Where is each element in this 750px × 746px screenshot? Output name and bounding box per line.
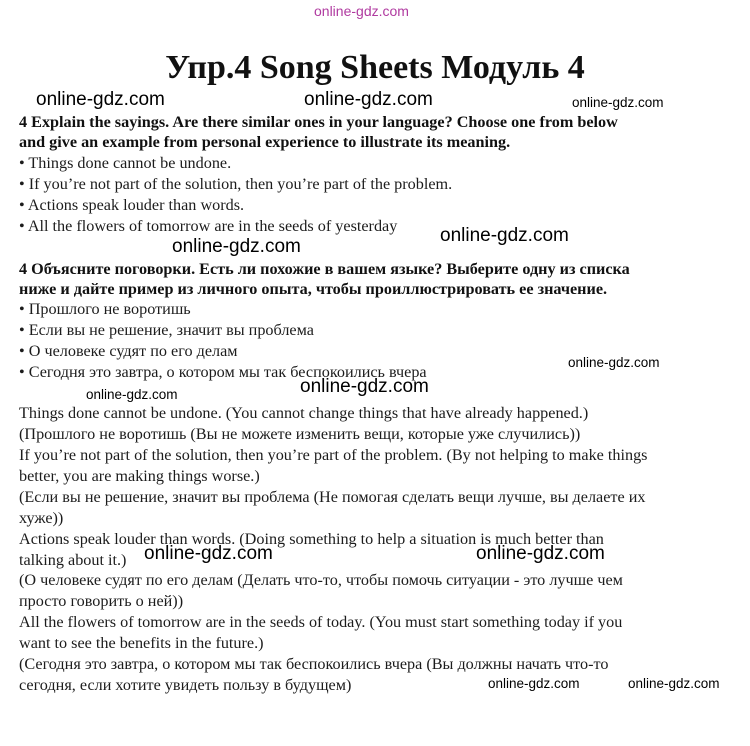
- page-title: Упр.4 Song Sheets Модуль 4: [165, 49, 585, 86]
- saying-item: • Things done cannot be undone.: [19, 154, 232, 172]
- watermark: online-gdz.com: [172, 236, 301, 257]
- task-heading-ru-line1: 4 Объясните поговорки. Есть ли похожие в вашем языке? Выберите одну из списка: [19, 260, 630, 278]
- watermark: online-gdz.com: [572, 95, 664, 110]
- answer-line: Actions speak louder than words. (Doing something to help a situation is much better than: [19, 530, 604, 548]
- answer-line: want to see the benefits in the future.): [19, 634, 264, 652]
- answer-line: хуже)): [19, 509, 64, 527]
- answer-line: просто говорить о ней)): [19, 592, 184, 610]
- answer-line: (О человеке судят по его делам (Делать что-то, чтобы помочь ситуации - это лучше чем: [19, 571, 623, 589]
- answer-line: All the flowers of tomorrow are in the seeds of today. (You must start something today if you: [19, 613, 623, 631]
- watermark: online-gdz.com: [144, 543, 273, 564]
- watermark: online-gdz.com: [488, 676, 580, 691]
- saying-item-ru: • Сегодня это завтра, о котором мы так беспокоились вчера: [19, 363, 427, 381]
- answer-line: talking about it.): [19, 551, 127, 569]
- watermark: online-gdz.com: [300, 376, 429, 397]
- saying-item-ru: • Если вы не решение, значит вы проблема: [19, 321, 314, 339]
- saying-item: • If you’re not part of the solution, then you’re part of the problem.: [19, 175, 453, 193]
- watermark: online-gdz.com: [304, 89, 433, 110]
- task-heading-en-line2: and give an example from personal experience to illustrate its meaning.: [19, 133, 511, 151]
- answer-line: (Сегодня это завтра, о котором мы так беспокоились вчера (Вы должны начать что-то: [19, 655, 609, 673]
- watermark-top: online-gdz.com: [314, 3, 409, 19]
- answer-line: If you’re not part of the solution, then you’re part of the problem. (By not helping to make things: [19, 446, 648, 464]
- watermark: online-gdz.com: [36, 89, 165, 110]
- saying-item: • Actions speak louder than words.: [19, 196, 245, 214]
- watermark: online-gdz.com: [440, 225, 569, 246]
- task-heading-en-line1: 4 Explain the sayings. Are there similar ones in your language? Choose one from below: [19, 113, 618, 131]
- saying-item-ru: • Прошлого не воротишь: [19, 300, 191, 318]
- answer-line: better, you are making things worse.): [19, 467, 260, 485]
- watermark: online-gdz.com: [476, 543, 605, 564]
- answer-line: Things done cannot be undone. (You cannot change things that have already happened.): [19, 404, 589, 422]
- saying-item: • All the flowers of tomorrow are in the seeds of yesterday: [19, 217, 398, 235]
- answer-line: сегодня, если хотите увидеть пользу в будущем): [19, 676, 352, 694]
- task-heading-ru-line2: ниже и дайте пример из личного опыта, чтобы проиллюстрировать ее значение.: [19, 280, 608, 298]
- answer-line: (Прошлого не воротишь (Вы не можете изменить вещи, которые уже случились)): [19, 425, 581, 443]
- watermark: online-gdz.com: [628, 676, 720, 691]
- saying-item-ru: • О человеке судят по его делам: [19, 342, 238, 360]
- watermark: online-gdz.com: [568, 355, 660, 370]
- answer-line: (Если вы не решение, значит вы проблема (Не помогая сделать вещи лучше, вы делаете их: [19, 488, 646, 506]
- watermark: online-gdz.com: [86, 387, 178, 402]
